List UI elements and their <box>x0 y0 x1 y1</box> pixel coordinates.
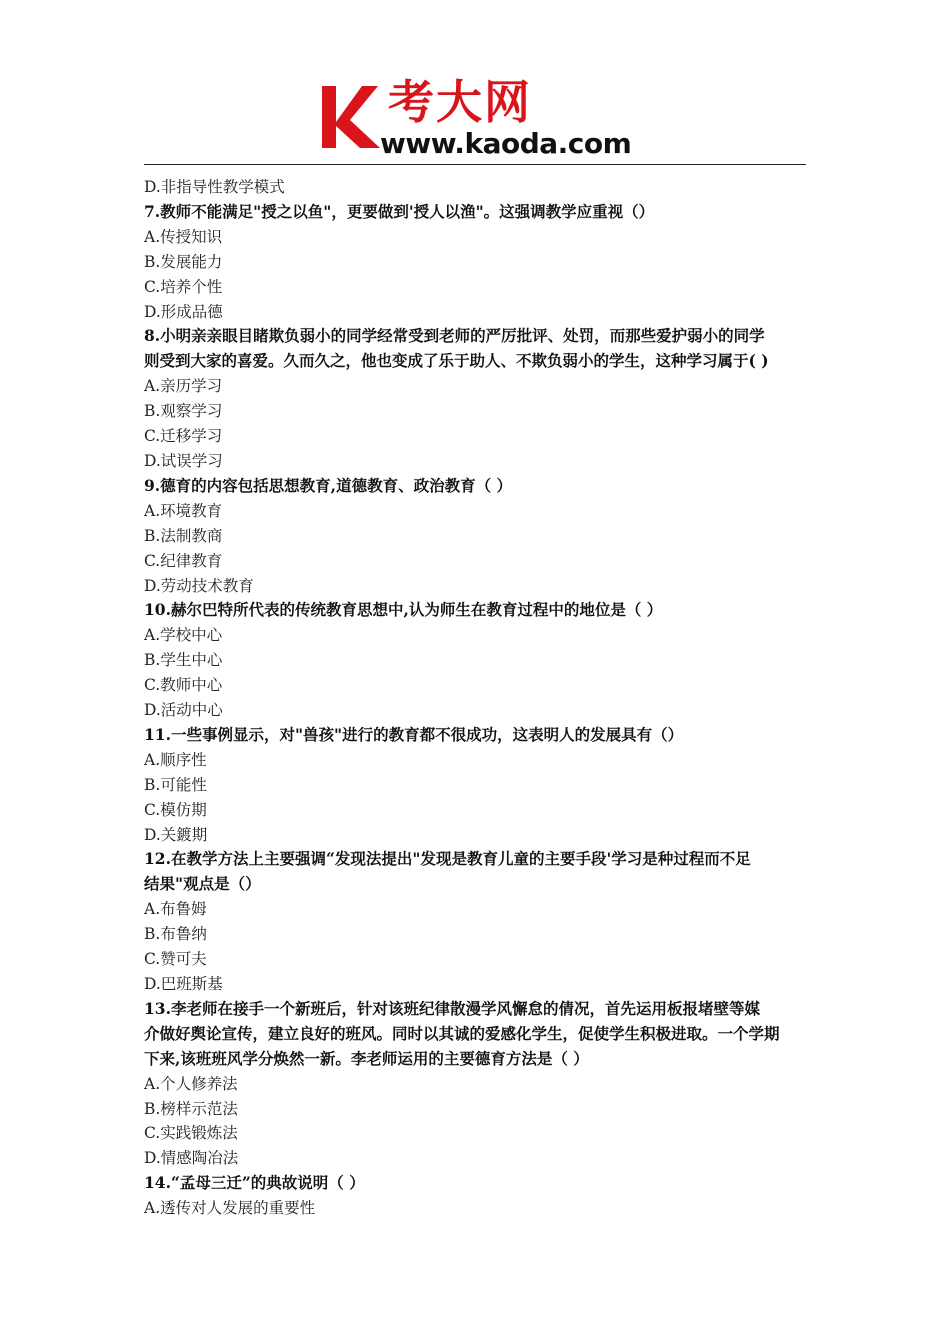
answer-option: C.纪律教育 <box>144 551 223 570</box>
answer-option: B.学生中心 <box>144 651 223 670</box>
question-text: 下来,该班班风学分焕然一新。李老师运用的主要德育方法是（ ） <box>144 1048 589 1068</box>
header-divider <box>144 164 806 165</box>
question-text: 13.李老师在接手一个新班后，针对该班纪律散漫学风懈怠的倩况，首先运用板报堵壁等媒 <box>144 998 760 1018</box>
answer-option: C.赞可夫 <box>144 950 207 969</box>
question-text: 8.小明亲亲眼目睹欺负弱小的同学经常受到老师的严厉批评、处罚，而那些爱护弱小的同学 <box>144 326 765 346</box>
question-text: 介做好舆论宣传，建立良好的班风。同时以其诚的爱感化学生，促使学生积极进取。一个学期 <box>144 1023 780 1043</box>
page-header <box>0 0 950 170</box>
answer-option: D.关鍍期 <box>144 825 208 844</box>
logo-text: 考大网 <box>388 75 532 129</box>
answer-option: C.迁移学习 <box>144 427 223 446</box>
answer-option: D.形成品德 <box>144 302 223 321</box>
answer-option: A.环境教育 <box>144 501 223 520</box>
answer-option: A.学校中心 <box>144 626 223 645</box>
answer-option: B.发展能力 <box>144 252 223 271</box>
answer-option: D.巴班斯基 <box>144 975 223 993</box>
answer-option: B.法制教商 <box>144 526 223 545</box>
logo-url: www.kaoda.com <box>380 127 632 160</box>
question-text: 10.赫尔巴特所代表的传统教育思想中,认为师生在教育过程中的地位是（ ） <box>144 600 663 620</box>
answer-option: B.观察学习 <box>144 402 223 421</box>
answer-option: A.亲历学习 <box>144 377 223 396</box>
question-text: 9.德育的内容包括思想教育,道德教育、政治教育（ ） <box>144 475 512 495</box>
answer-option: A.布鲁姆 <box>144 900 207 919</box>
question-text: 7.教师不能满足"授之以鱼"，更要做到'授人以渔"。这强调教学应重视（） <box>144 201 655 221</box>
answer-option: B.榜样示范法 <box>144 1099 238 1118</box>
question-text: 11.一些事例显示，对"兽孩"进行的教育都不很成功，这表明人的发展具有（） <box>144 724 684 744</box>
question-text: 结果"观点是（） <box>144 874 261 894</box>
question-text: 则受到大家的喜爱。久而久之，他也变成了乐于助人、不欺负弱小的学生，这种学习属于( ) <box>144 351 769 371</box>
answer-option: D.活动中心 <box>144 701 223 720</box>
answer-option: A.个人修养法 <box>144 1074 238 1093</box>
answer-option: C.模仿期 <box>144 800 207 819</box>
answer-option: C.教师中心 <box>144 676 223 695</box>
answer-option: D.劳动技术教育 <box>144 576 254 595</box>
answer-option: D.试误学习 <box>144 451 223 470</box>
answer-option: B.可能性 <box>144 775 207 794</box>
answer-option: B.布鲁纳 <box>144 925 207 944</box>
answer-option: C.实践锻炼法 <box>144 1124 238 1143</box>
answer-option: C.培养个性 <box>144 277 223 296</box>
answer-option: D.非指导性教学模式 <box>144 178 285 196</box>
question-text: 12.在教学方法上主要强调“发现法提出"发现是教育儿童的主要手段'学习是种过程而不足 <box>144 849 751 869</box>
question-content <box>144 175 812 1221</box>
kaoda-k-logo-icon <box>318 84 382 150</box>
answer-option: A.顺序性 <box>144 750 207 769</box>
answer-option: A.透传对人发展的重要性 <box>144 1199 316 1218</box>
question-text: 14.“孟母三迁”的典故说明（ ） <box>144 1173 365 1193</box>
answer-option: A.传授知识 <box>144 227 223 246</box>
answer-option: D.情感陶冶法 <box>144 1149 239 1168</box>
